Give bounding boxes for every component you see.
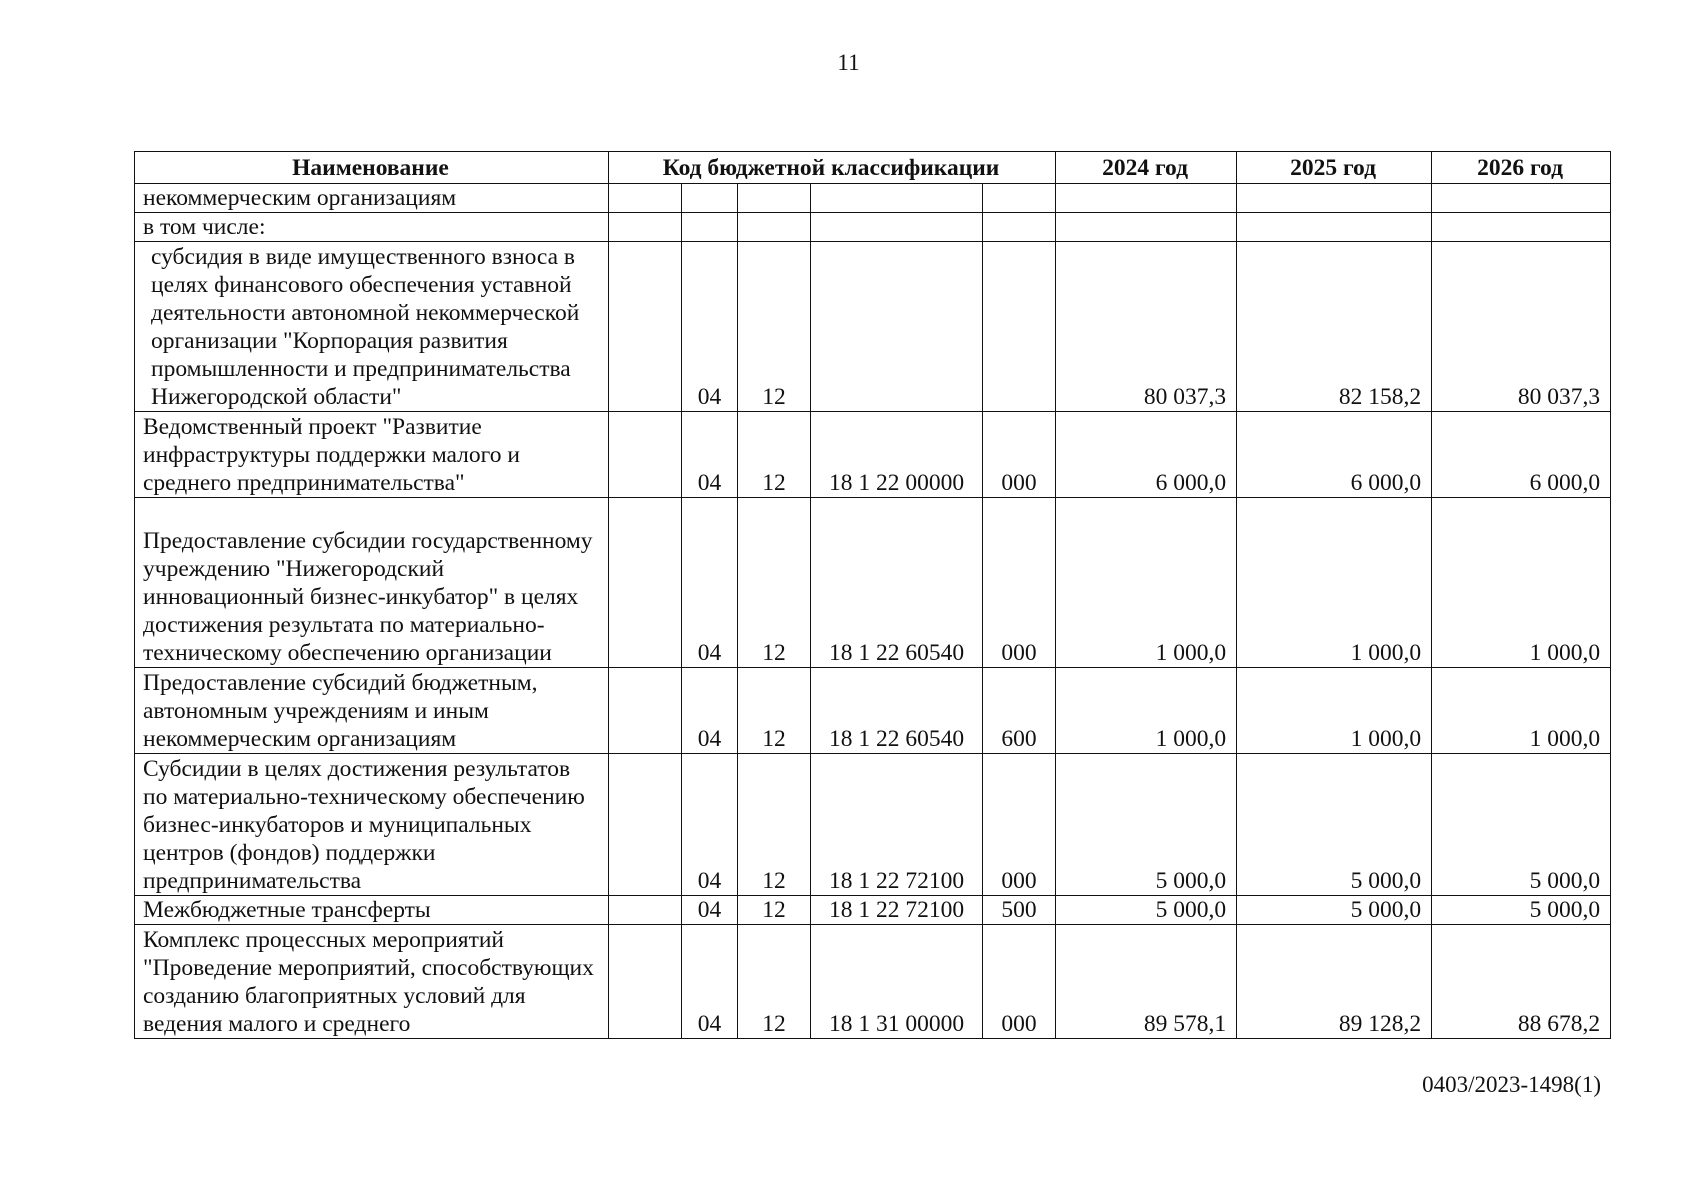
cell-value-2026	[1432, 184, 1611, 213]
cell-value-2025: 1 000,0	[1237, 668, 1432, 754]
cell-code-section	[682, 184, 738, 213]
cell-code-expense-type	[983, 242, 1056, 412]
table-header-row	[135, 152, 1611, 184]
cell-value-2026: 88 678,2	[1432, 925, 1611, 1039]
cell-code-section: 04	[682, 242, 738, 412]
cell-value-2025: 89 128,2	[1237, 925, 1432, 1039]
cell-value-2025	[1237, 184, 1432, 213]
header-2024: 2024 год	[1056, 152, 1237, 184]
cell-value-2024: 5 000,0	[1056, 754, 1237, 896]
cell-value-2026: 1 000,0	[1432, 668, 1611, 754]
cell-code-1	[609, 213, 682, 242]
cell-code-expense-type	[983, 184, 1056, 213]
table-row	[135, 668, 1611, 754]
document-id: 0403/2023-1498(1)	[1422, 1072, 1601, 1097]
cell-code-subsection: 12	[738, 412, 811, 498]
cell-name: некоммерческим организациям	[135, 184, 609, 213]
cell-value-2025: 82 158,2	[1237, 242, 1432, 412]
table-row	[135, 754, 1611, 896]
cell-code-expense-type: 600	[983, 668, 1056, 754]
cell-code-target: 18 1 22 00000	[811, 412, 983, 498]
cell-code-1	[609, 498, 682, 668]
cell-name: Предоставление субсидии государственному учреждению "Нижегородский инновационный бизнес-инкубатор" в целях достижения результата по материально-техническому обеспечению организации	[135, 498, 609, 668]
cell-code-subsection: 12	[738, 498, 811, 668]
cell-code-target: 18 1 22 72100	[811, 896, 983, 925]
cell-code-1	[609, 668, 682, 754]
cell-code-1	[609, 925, 682, 1039]
cell-code-section: 04	[682, 896, 738, 925]
page-number: 11	[837, 50, 860, 75]
cell-name: в том числе:	[135, 213, 609, 242]
cell-code-target: 18 1 31 00000	[811, 925, 983, 1039]
cell-code-subsection: 12	[738, 754, 811, 896]
header-2026: 2026 год	[1432, 152, 1611, 184]
cell-name: Комплекс процессных мероприятий "Проведение мероприятий, способствующих созданию благоприятных условий для ведения малого и среднего	[135, 925, 609, 1039]
header-name: Наименование	[135, 152, 609, 184]
cell-code-section: 04	[682, 925, 738, 1039]
cell-code-target	[811, 184, 983, 213]
cell-value-2024	[1056, 184, 1237, 213]
header-code: Код бюджетной классификации	[609, 152, 1056, 184]
cell-code-1	[609, 896, 682, 925]
table-row	[135, 184, 1611, 213]
table-row	[135, 412, 1611, 498]
cell-code-expense-type: 000	[983, 925, 1056, 1039]
cell-code-target	[811, 213, 983, 242]
cell-name: Предоставление субсидий бюджетным, автономным учреждениям и иным некоммерческим организациям	[135, 668, 609, 754]
cell-value-2026	[1432, 213, 1611, 242]
table-row	[135, 925, 1611, 1039]
cell-code-subsection: 12	[738, 896, 811, 925]
cell-value-2024: 6 000,0	[1056, 412, 1237, 498]
cell-code-target: 18 1 22 72100	[811, 754, 983, 896]
cell-value-2025: 1 000,0	[1237, 498, 1432, 668]
table-row	[135, 896, 1611, 925]
cell-code-1	[609, 242, 682, 412]
cell-code-target	[811, 242, 983, 412]
cell-value-2024: 5 000,0	[1056, 896, 1237, 925]
cell-value-2026: 1 000,0	[1432, 498, 1611, 668]
table-row	[135, 242, 1611, 412]
cell-code-subsection: 12	[738, 668, 811, 754]
cell-value-2026: 5 000,0	[1432, 754, 1611, 896]
table-row	[135, 213, 1611, 242]
cell-name: Межбюджетные трансферты	[135, 896, 609, 925]
cell-code-subsection	[738, 213, 811, 242]
cell-code-expense-type	[983, 213, 1056, 242]
cell-code-target: 18 1 22 60540	[811, 498, 983, 668]
cell-code-section: 04	[682, 754, 738, 896]
cell-name: Субсидии в целях достижения результатов по материально-техническому обеспечению бизнес-инкубаторов и муниципальных центров (фондов) поддержки предпринимательства	[135, 754, 609, 896]
cell-code-1	[609, 184, 682, 213]
cell-code-subsection: 12	[738, 925, 811, 1039]
cell-code-1	[609, 412, 682, 498]
cell-value-2026: 5 000,0	[1432, 896, 1611, 925]
cell-code-subsection	[738, 184, 811, 213]
cell-code-expense-type: 500	[983, 896, 1056, 925]
cell-value-2026: 80 037,3	[1432, 242, 1611, 412]
cell-code-section: 04	[682, 412, 738, 498]
cell-code-1	[609, 754, 682, 896]
header-2025: 2025 год	[1237, 152, 1432, 184]
cell-value-2024: 89 578,1	[1056, 925, 1237, 1039]
cell-code-section: 04	[682, 668, 738, 754]
table-body	[135, 184, 1611, 1039]
cell-value-2025: 5 000,0	[1237, 754, 1432, 896]
cell-code-expense-type: 000	[983, 498, 1056, 668]
cell-value-2024: 80 037,3	[1056, 242, 1237, 412]
cell-value-2025: 6 000,0	[1237, 412, 1432, 498]
cell-code-expense-type: 000	[983, 412, 1056, 498]
cell-value-2025	[1237, 213, 1432, 242]
cell-code-expense-type: 000	[983, 754, 1056, 896]
cell-value-2025: 5 000,0	[1237, 896, 1432, 925]
cell-code-section: 04	[682, 498, 738, 668]
cell-code-section	[682, 213, 738, 242]
cell-value-2024: 1 000,0	[1056, 668, 1237, 754]
cell-name: субсидия в виде имущественного взноса в целях финансового обеспечения уставной деятельности автономной некоммерческой организации "Корпорация развития промышленности и предпринимательства Нижегородской области"	[135, 242, 609, 412]
cell-value-2024	[1056, 213, 1237, 242]
cell-name: Ведомственный проект "Развитие инфраструктуры поддержки малого и среднего предпринимательства"	[135, 412, 609, 498]
cell-value-2024: 1 000,0	[1056, 498, 1237, 668]
budget-table	[134, 151, 1611, 1039]
cell-value-2026: 6 000,0	[1432, 412, 1611, 498]
cell-code-target: 18 1 22 60540	[811, 668, 983, 754]
table-row	[135, 498, 1611, 668]
cell-code-subsection: 12	[738, 242, 811, 412]
